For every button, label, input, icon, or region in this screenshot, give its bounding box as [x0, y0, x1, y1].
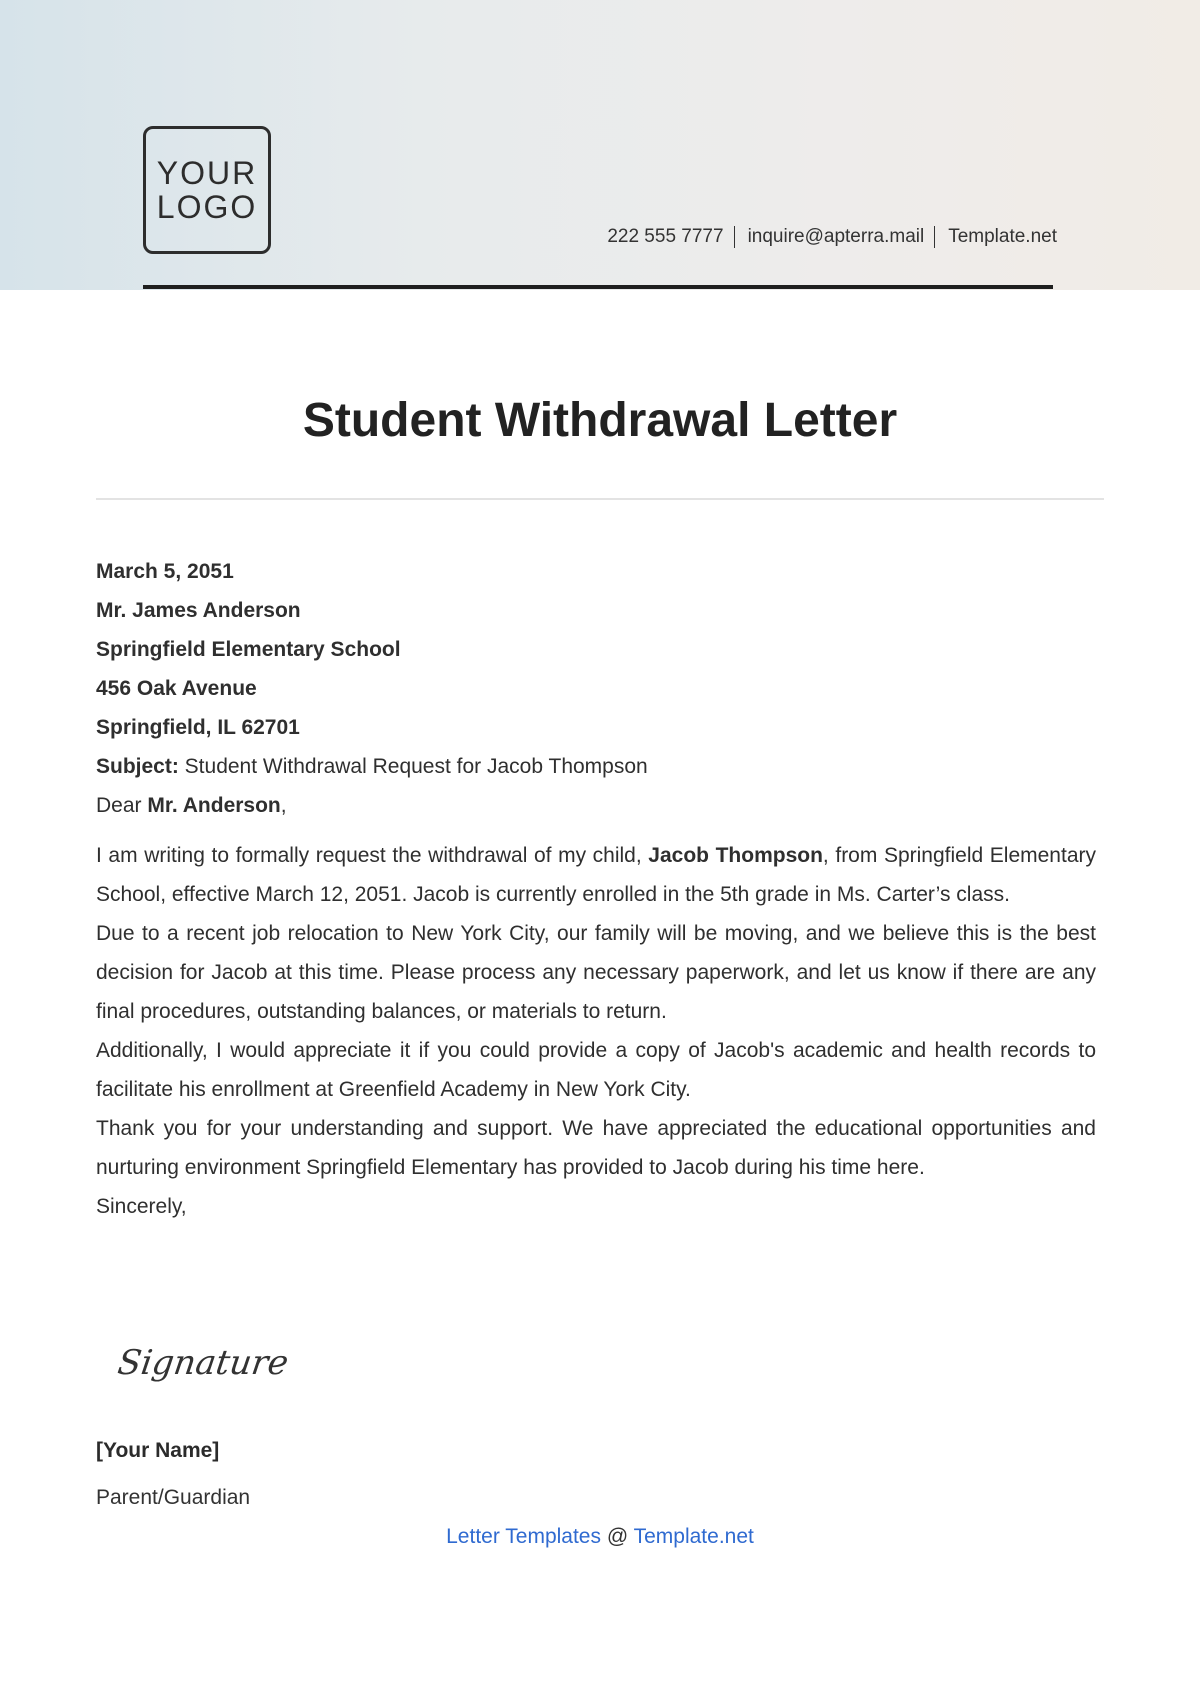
salutation-suffix: , — [280, 794, 287, 817]
letter-body — [96, 552, 1096, 1226]
recipient-city: Springfield, IL 62701 — [96, 716, 300, 739]
contact-info — [607, 226, 1057, 248]
contact-phone: 222 555 7777 — [607, 226, 724, 247]
letter-templates-link[interactable]: Letter Templates — [446, 1525, 601, 1548]
salutation — [96, 786, 1096, 825]
student-name: Jacob Thompson — [648, 844, 823, 867]
recipient-name: Mr. James Anderson — [96, 599, 301, 622]
paragraph-2: Due to a recent job relocation to New York City, our family will be moving, and we believe this is the best decision for Jacob at this time. Please process any necessary paperwork, and let us know if there are any final procedures, outstanding balances, or materials to return. — [96, 922, 1096, 1023]
logo-line-1: YOUR — [156, 155, 258, 191]
contact-website: Template.net — [948, 226, 1057, 247]
subject-text: Student Withdrawal Request for Jacob Thompson — [178, 755, 648, 778]
paragraph-1-end: , from Springfield Elementary School, effective March 12, 2051. Jacob is currently enrolled in the 5th grade in Ms. Carter’s class. — [96, 844, 1096, 906]
signature: Signature — [115, 1343, 291, 1383]
letter-date: March 5, 2051 — [96, 560, 234, 583]
logo-placeholder — [143, 126, 271, 254]
contact-separator — [734, 226, 735, 248]
subject-label: Subject: — [96, 755, 179, 778]
contact-separator — [934, 226, 935, 248]
template-net-link[interactable]: Template.net — [633, 1525, 754, 1548]
subject-line — [96, 747, 1096, 786]
title-divider — [96, 498, 1104, 500]
paragraph-1-start: I am writing to formally request the withdrawal of my child, — [96, 844, 649, 867]
paragraph-1 — [96, 836, 1096, 914]
page-title: Student Withdrawal Letter — [302, 394, 898, 447]
footer-credit — [0, 1525, 1200, 1549]
logo-line-2: LOGO — [156, 189, 258, 225]
recipient-street: 456 Oak Avenue — [96, 677, 257, 700]
sender-name: [Your Name] — [96, 1439, 220, 1462]
paragraph-4: Thank you for your understanding and support. We have appreciated the educational opportunities and nurturing environment Springfield Elementary has provided to Jacob during his time here. — [96, 1117, 1096, 1179]
closing: Sincerely, — [96, 1195, 187, 1218]
header-rule — [143, 285, 1053, 289]
contact-email: inquire@apterra.mail — [747, 226, 925, 247]
salutation-prefix: Dear — [96, 794, 148, 817]
sender-role: Parent/Guardian — [96, 1486, 251, 1509]
paragraph-3: Additionally, I would appreciate it if you could provide a copy of Jacob's academic and health records to facilitate his enrollment at Greenfield Academy in New York City. — [96, 1039, 1096, 1101]
recipient-school: Springfield Elementary School — [96, 638, 401, 661]
salutation-name: Mr. Anderson — [147, 794, 281, 817]
footer-at: @ — [601, 1525, 634, 1548]
